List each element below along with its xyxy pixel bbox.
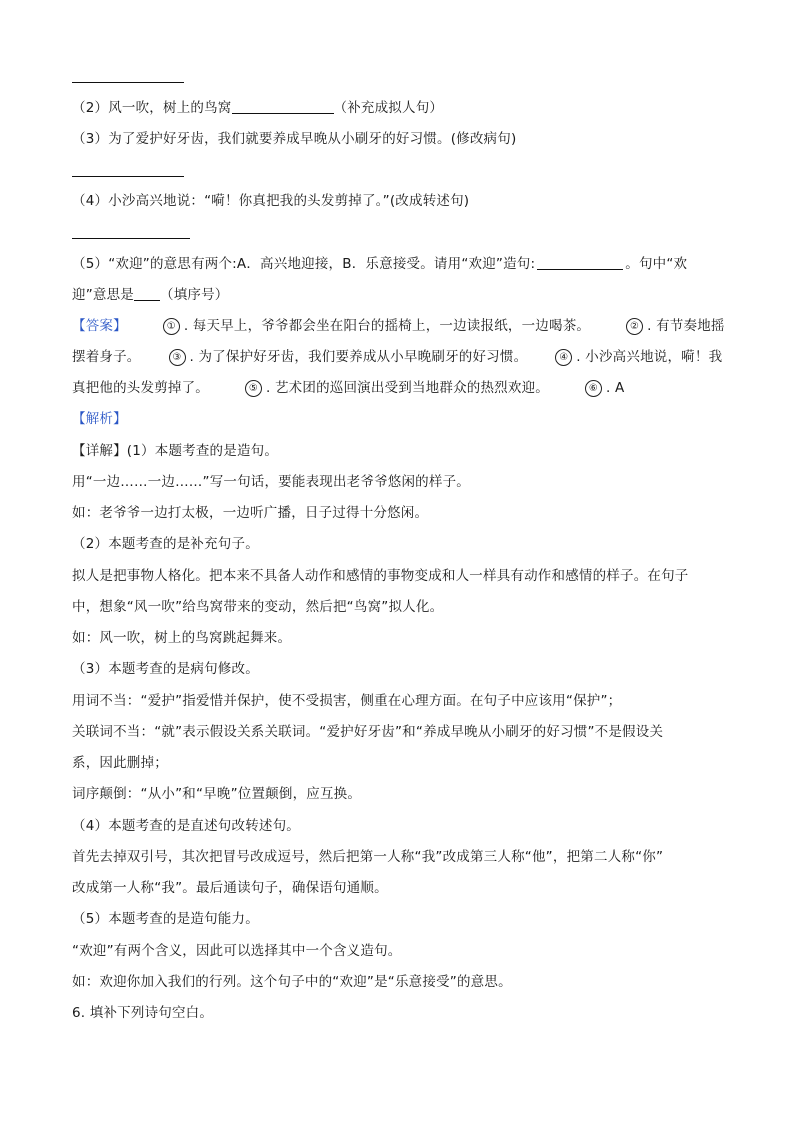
answer-number-3: ③ [169, 349, 186, 366]
question-item-5-cont: 迎”意思是 （填序号） [72, 287, 229, 303]
analysis-line: 系，因此删掉； [72, 755, 168, 771]
fill-blank [537, 255, 623, 270]
answer-line-1: 【答案】 ① . 每天早上，爷爷都会坐在阳台的摇椅上，一边读报纸，一边喝茶。 ② . 有节奏地摇 [72, 318, 725, 334]
fill-blank [134, 286, 160, 301]
question-item-4: （4）小沙高兴地说：“嗬！你真把我的头发剪掉了。”(改成转述句) [72, 193, 470, 209]
analysis-line: 拟人是把事物人格化。把本来不具备人动作和感情的事物变成和人一样具有动作和感情的样子。在句子 [72, 568, 689, 584]
analysis-line: 【详解】(1）本题考查的是造句。 [72, 443, 279, 459]
answer-number-2: ② [626, 318, 643, 335]
answer-number-1: ① [163, 318, 180, 335]
question-item-2: （2）风一吹，树上的鸟窝 （补充成拟人句） [72, 100, 444, 116]
answer-number-4: ④ [555, 349, 572, 366]
question-item-5: （5）“欢迎”的意思有两个:A．高兴地迎接，B．乐意接受。请用“欢迎”造句: 。句中“欢 [72, 256, 688, 272]
analysis-line: 如：欢迎你加入我们的行列。这个句子中的“欢迎”是“乐意接受”的意思。 [72, 974, 512, 990]
analysis-line: 改成第一人称“我”。最后通读句子，确保语句通顺。 [72, 880, 388, 896]
analysis-line: 如：老爷爷一边打太极，一边听广播，日子过得十分悠闲。 [72, 505, 429, 521]
answer-line-3: 真把他的头发剪掉了。 ⑤ . 艺术团的巡回演出受到当地群众的热烈欢迎。 ⑥ . A [72, 380, 625, 396]
analysis-line: （5）本题考查的是造句能力。 [72, 911, 259, 927]
analysis-line: 首先去掉双引号，其次把冒号改成逗号，然后把第一人称“我”改成第三人称“他”，把第二人称“你” [72, 849, 664, 865]
analysis-line: 中，想象“风一吹”给鸟窝带来的变动，然后把“鸟窝”拟人化。 [72, 599, 444, 615]
answer-blank-line-1 [72, 82, 184, 83]
answer-number-5: ⑤ [245, 380, 262, 397]
answer-number-6: ⑥ [585, 380, 602, 397]
analysis-label: 【解析】 [72, 411, 127, 427]
analysis-line: （4）本题考查的是直述句改转述句。 [72, 818, 300, 834]
analysis-line: 词序颠倒：“从小”和“早晚”位置颠倒，应互换。 [72, 786, 362, 802]
question-item-3: （3）为了爱护好牙齿，我们就要养成早晚从小刷牙的好习惯。(修改病句) [72, 131, 517, 147]
fill-blank [232, 99, 334, 114]
question-6-title: 6. 填补下列诗句空白。 [72, 1005, 214, 1021]
answer-blank-line-4 [72, 238, 190, 239]
analysis-line: “欢迎”有两个含义，因此可以选择其中一个含义造句。 [72, 943, 402, 959]
analysis-line: （2）本题考查的是补充句子。 [72, 536, 259, 552]
answer-line-2: 摆着身子。 ③ . 为了保护好牙齿，我们要养成从小早晚刷牙的好习惯。 ④ . 小沙高兴地说，嗬！我 [72, 349, 723, 365]
answer-blank-line-3 [72, 176, 184, 177]
analysis-line: 关联词不当：“就”表示假设关系关联词。“爱护好牙齿”和“养成早晚从小刷牙的好习惯”不是假设关 [72, 724, 664, 740]
answer-label: 【答案】 [72, 318, 127, 334]
analysis-line: 用词不当：“爱护”指爱惜并保护，使不受损害，侧重在心理方面。在句子中应该用“保护”； [72, 693, 622, 709]
analysis-line: 如：风一吹，树上的鸟窝跳起舞来。 [72, 630, 292, 646]
analysis-line: 用“一边……一边……”写一句话，要能表现出老爷爷悠闲的样子。 [72, 474, 470, 490]
analysis-line: （3）本题考查的是病句修改。 [72, 661, 259, 677]
